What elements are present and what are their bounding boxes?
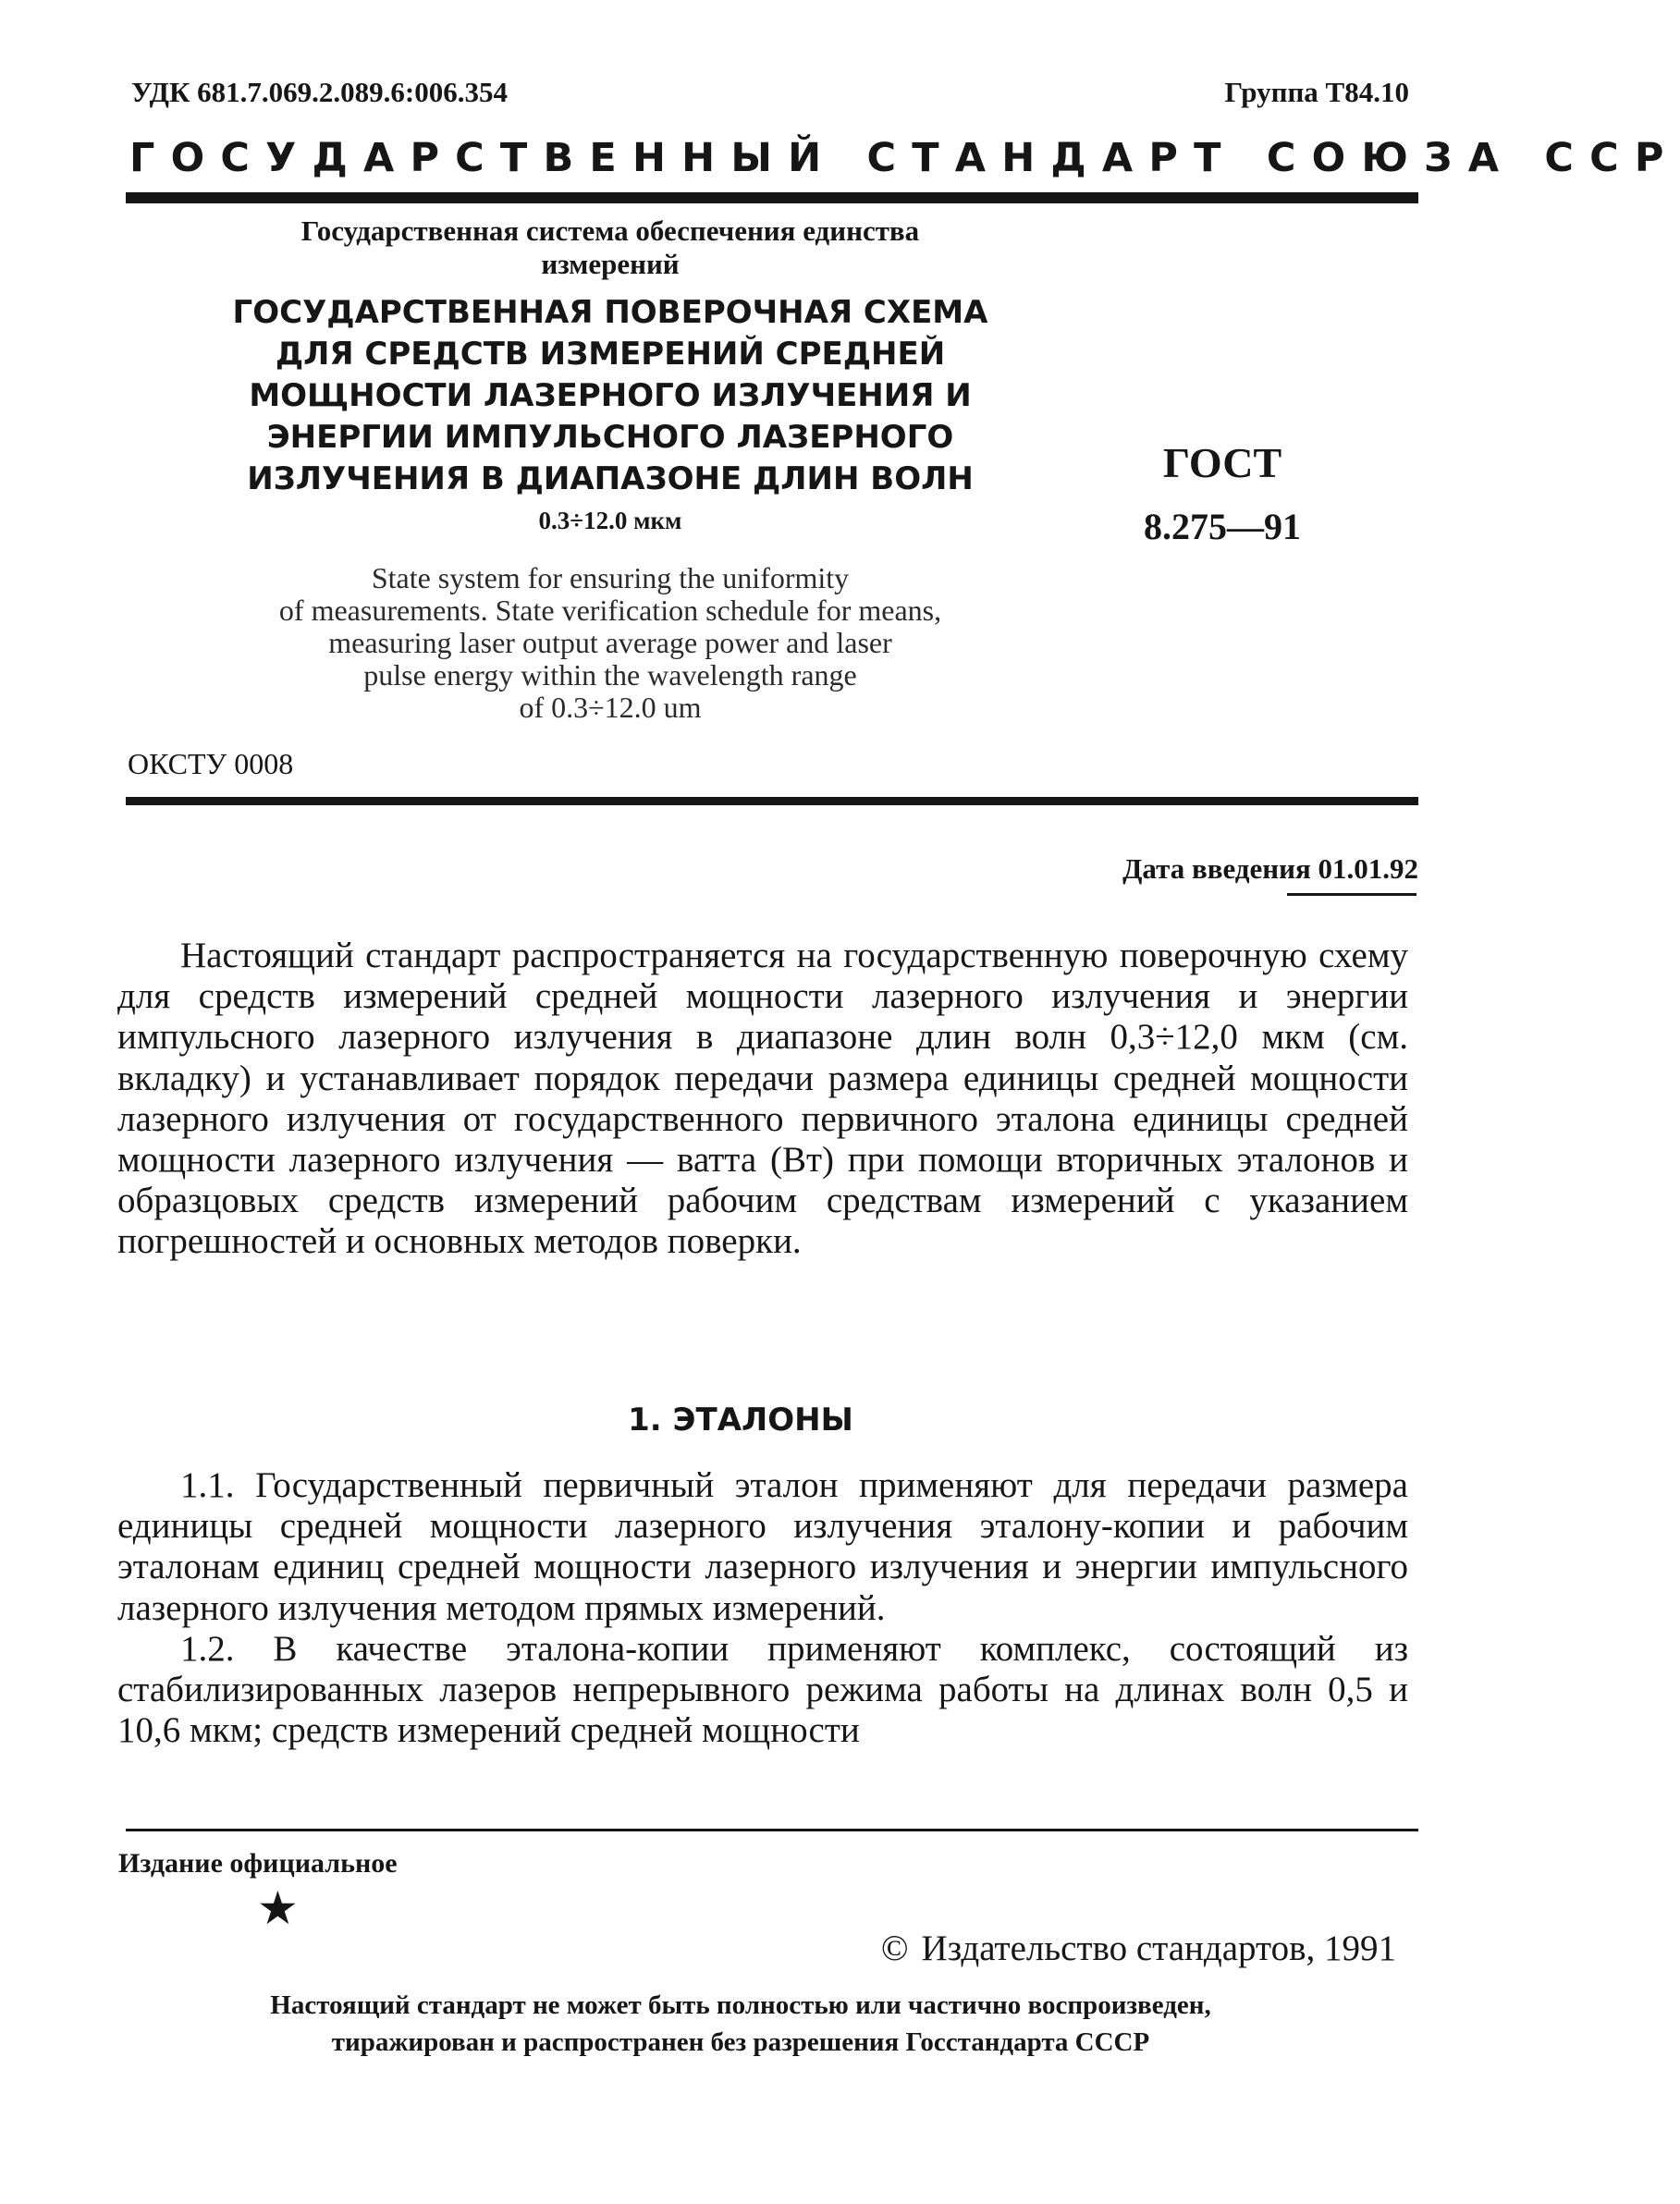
english-line: measuring laser output average power and laser bbox=[328, 626, 892, 659]
date-label: Дата введения bbox=[1122, 852, 1311, 885]
standard-banner: ГОСУДАРСТВЕННЫЙ СТАНДАРТ СОЮЗА ССР bbox=[129, 135, 1680, 181]
system-line: измерений bbox=[541, 248, 680, 280]
title-line: ИЗЛУЧЕНИЯ В ДИАПАЗОНЕ ДЛИН ВОЛН bbox=[247, 460, 974, 497]
gost-number: 8.275—91 bbox=[1144, 506, 1301, 547]
footer-rule bbox=[126, 1829, 1418, 1831]
section-clauses bbox=[117, 1465, 1408, 1751]
title-line: МОЩНОСТИ ЛАЗЕРНОГО ИЗЛУЧЕНИЯ И bbox=[249, 377, 972, 414]
english-line: pulse energy within the wavelength range bbox=[363, 658, 857, 692]
copyright-text: Издательство стандартов, 1991 bbox=[921, 1928, 1396, 1968]
clause-paragraph: 1.2. В качестве эталона-копии применяют комплекс, состоящий из стабилизированных лазеров непрерывного режима работы на длинах волн 0,5 и 10,6 мкм; средств измерений средней мощности bbox=[117, 1628, 1408, 1751]
intro-text: Настоящий стандарт распространяется на государственную поверочную схему для средств измерений средней мощности лазерного излучения и энергии импульсного лазерного излучения в диапазоне длин волн 0,3÷12,0 мкм (см. вкладку) и устанавливает порядок передачи размера единицы средней мощности лазерного излучения от государственного первичного эталона единицы средней мощности лазерного излучения — ватта (Вт) при помощи вторичных эталонов и образцовых средств измерений рабочим средствам измерений с указанием погрешностей и основных методов поверки. bbox=[117, 936, 1408, 1262]
notice-line: тиражирован и распространен без разрешения Госстандарта СССР bbox=[331, 2027, 1150, 2057]
notice-line: Настоящий стандарт не может быть полностью или частично воспроизведен, bbox=[270, 1990, 1211, 2020]
wavelength-range: 0.3÷12.0 мкм bbox=[538, 507, 682, 534]
star-icon: ★ bbox=[257, 1882, 299, 1934]
introduction-date bbox=[1122, 852, 1418, 886]
header-rule bbox=[126, 192, 1418, 203]
udk-code: УДК 681.7.069.2.089.6:006.354 bbox=[131, 76, 508, 108]
system-name bbox=[185, 214, 1036, 281]
official-edition: Издание официальное bbox=[118, 1848, 398, 1879]
title-rule bbox=[126, 797, 1418, 805]
system-line: Государственная система обеспечения единства bbox=[300, 214, 920, 247]
section-heading: 1. ЭТАЛОНЫ bbox=[628, 1402, 853, 1439]
okstu-code: ОКСТУ 0008 bbox=[128, 747, 294, 780]
english-line: State system for ensuring the uniformity bbox=[371, 561, 850, 594]
clause-paragraph: 1.1. Государственный первичный эталон применяют для передачи размера единицы средней мощности лазерного излучения эталону-копии и рабочим эталонам единиц средней мощности лазерного излучения и энергии импульсного лазерного излучения методом прямых измерений. bbox=[117, 1465, 1408, 1628]
title-line: ЭНЕРГИИ ИМПУЛЬСНОГО ЛАЗЕРНОГО bbox=[266, 419, 954, 456]
document-title bbox=[185, 292, 1036, 500]
date-underline bbox=[1287, 893, 1416, 896]
copyright-line bbox=[881, 1928, 1396, 1969]
intro-paragraph bbox=[117, 936, 1408, 1263]
english-title bbox=[125, 562, 1096, 724]
english-line: of 0.3÷12.0 um bbox=[519, 691, 702, 724]
date-value: 01.01.92 bbox=[1318, 852, 1418, 885]
english-line: of measurements. State verification schedule for means, bbox=[278, 594, 942, 627]
reproduction-notice bbox=[0, 1987, 1481, 2061]
copyright-icon: © bbox=[880, 1928, 909, 1968]
group-code: Группа Т84.10 bbox=[1224, 76, 1409, 108]
title-line: ГОСУДАРСТВЕННАЯ ПОВЕРОЧНАЯ СХЕМА bbox=[232, 294, 988, 331]
gost-label: ГОСТ bbox=[1162, 439, 1282, 486]
title-line: ДЛЯ СРЕДСТВ ИЗМЕРЕНИЙ СРЕДНЕЙ bbox=[275, 336, 946, 373]
